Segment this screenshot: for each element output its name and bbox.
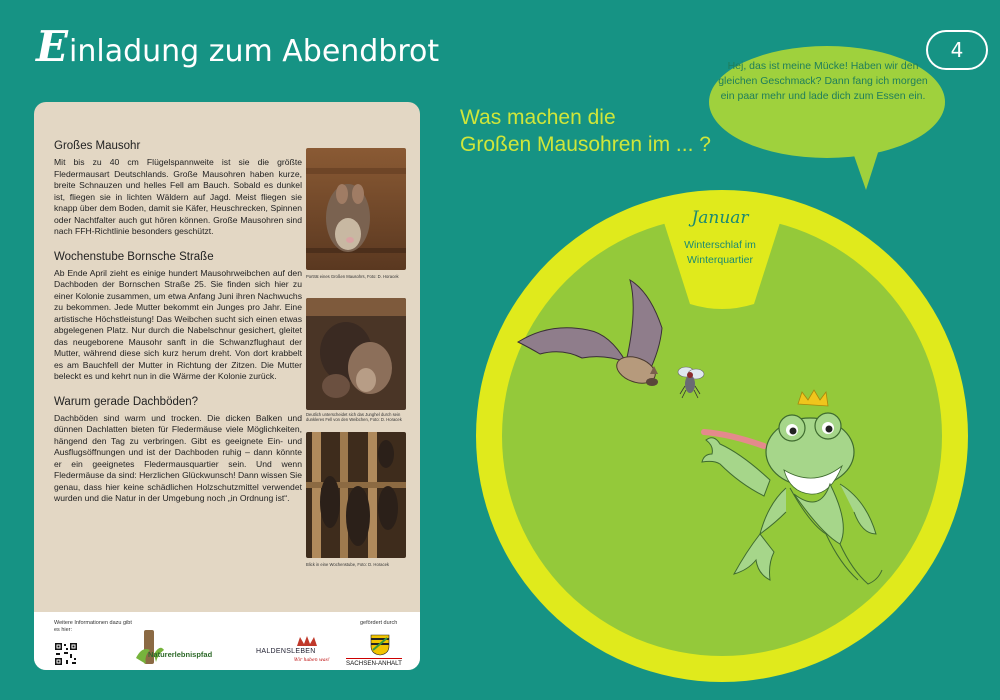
- sachsen-anhalt-crest-icon: [370, 634, 390, 656]
- question-line-1: Was machen die: [460, 106, 616, 129]
- logo-haldensleben: HALDENSLEBEN: [256, 648, 316, 655]
- section-text-dachboeden: Dachböden sind warm und trocken. Die dicken Balken und dünnen Dachlatten bieten für Fledermäuse viele Möglichkeiten, hängend den Tag zu verbringen. Gibt es geeignete Ein- und Ausflugsöffnungen und ist der Dachboden ruhig – dann könnte er ein geeignetes Fledermausquartier sein. Und wenn Fledermäuse da sind: Herzlichen Glückwunsch! Dann wissen Sie genau, dass hier keine schädlichen Holzschutzmittel verwendet wurden und die Natur in der Umgebung noch „in Ordnung ist“.: [54, 412, 302, 503]
- title-text: inladung zum Abendbrot: [69, 34, 440, 69]
- logo-sachsen-anhalt: SACHSEN-ANHALT: [346, 660, 402, 667]
- month-state-label: Winterschlaf im Winterquartier: [684, 239, 756, 266]
- logo-naturerlebnispfad: Naturerlebnispfad: [148, 650, 213, 659]
- page-title: [36, 22, 439, 71]
- info-panel: [34, 102, 420, 670]
- section-heading-mausohr: Großes Mausohr: [54, 140, 141, 152]
- photo-caption-2: Deutlich unterscheidet sich das Junghel durch sein dunkleres Fell von den Weibchen, Foto: D. Horacek: [306, 412, 402, 423]
- footer-info-text: Weitere Informationen dazu gibt es hier:: [54, 620, 132, 633]
- question-line-2: Großen Mausohren im ... ?: [460, 133, 711, 156]
- section-text-wochenstube: Ab Ende April zieht es einige hundert Mausohrweibchen auf den Dachboden der Bornschen Straße 25. Sie finden sich hier zu einer Kolonie zusammen, um etwa Anfang Juni ihren Nachwuchs zu bekommen. Jede Mutter bekommt ein Junges pro Jahr. Eine artistische Höchstleistung! Das Weibchen sucht sich einen etwas abgelegenen Platz. Nur durch die Nabelschnur gesichert, gleitet das neugeborene Mausohr sanft in die Schwanzflughaut der Mutter, während diese sich kurz herum dreht. Von dort krabbelt es am Bauchfell der Mutter in Richtung der Zitzen. Die Mutter beleckt es und kehrt nun in die Wärme der Kolonie zurück.: [54, 267, 302, 381]
- page-number: 4: [950, 38, 964, 62]
- section-heading-wochenstube: Wochenstube Bornsche Straße: [54, 250, 214, 263]
- section-text-mausohr: Mit bis zu 40 cm Flügelspannweite ist sie die größte Fledermausart Deutschlands. Große Mausohren haben kurze, breite Schnauzen und helles Fell am Bauch. Sobald es dunkel ist, fliegen sie in lichten Wäldern auf Jagd. Meist fliegen sie knapp über dem Boden, damit sie Käfer, Heuschrecken, Spinnen oder Nachtfalter auch gut hören können. Große Mausohren sind nach FFH-Richtlinie besonders geschützt.: [54, 157, 302, 236]
- title-initial: E: [36, 22, 69, 71]
- panel-footer: [34, 612, 420, 670]
- qr-code-icon[interactable]: [54, 642, 78, 666]
- month-label: Januar: [691, 208, 749, 228]
- bat-nursery-photo: [306, 298, 406, 410]
- info-text-column: [54, 140, 302, 518]
- question-heading: [460, 104, 711, 158]
- logo-haldensleben-slogan: Wir haben was!: [294, 658, 330, 663]
- speech-bubble-text: Hej, das ist meine Mücke! Haben wir den gleichen Geschmack? Dann fang ich morgen ein paar mehr und lade dich zum Essen ein.: [718, 60, 928, 102]
- frog-prince-illustration: [690, 384, 890, 594]
- funded-by-label: gefördert durch: [360, 620, 398, 626]
- haldensleben-crest-icon: [294, 634, 320, 648]
- photo-caption-3: Blick in eine Wochenstube, Foto: D. Horacek: [306, 562, 390, 567]
- roost-photo: [306, 432, 406, 558]
- photo-caption-1: Porträt eines Großen Mausohrs, Foto: D. Horacek: [306, 274, 399, 279]
- naturerlebnispfad-logo-icon: [124, 628, 213, 668]
- bat-portrait-photo: [306, 148, 406, 270]
- section-heading-dachboeden: Warum gerade Dachböden?: [54, 395, 199, 408]
